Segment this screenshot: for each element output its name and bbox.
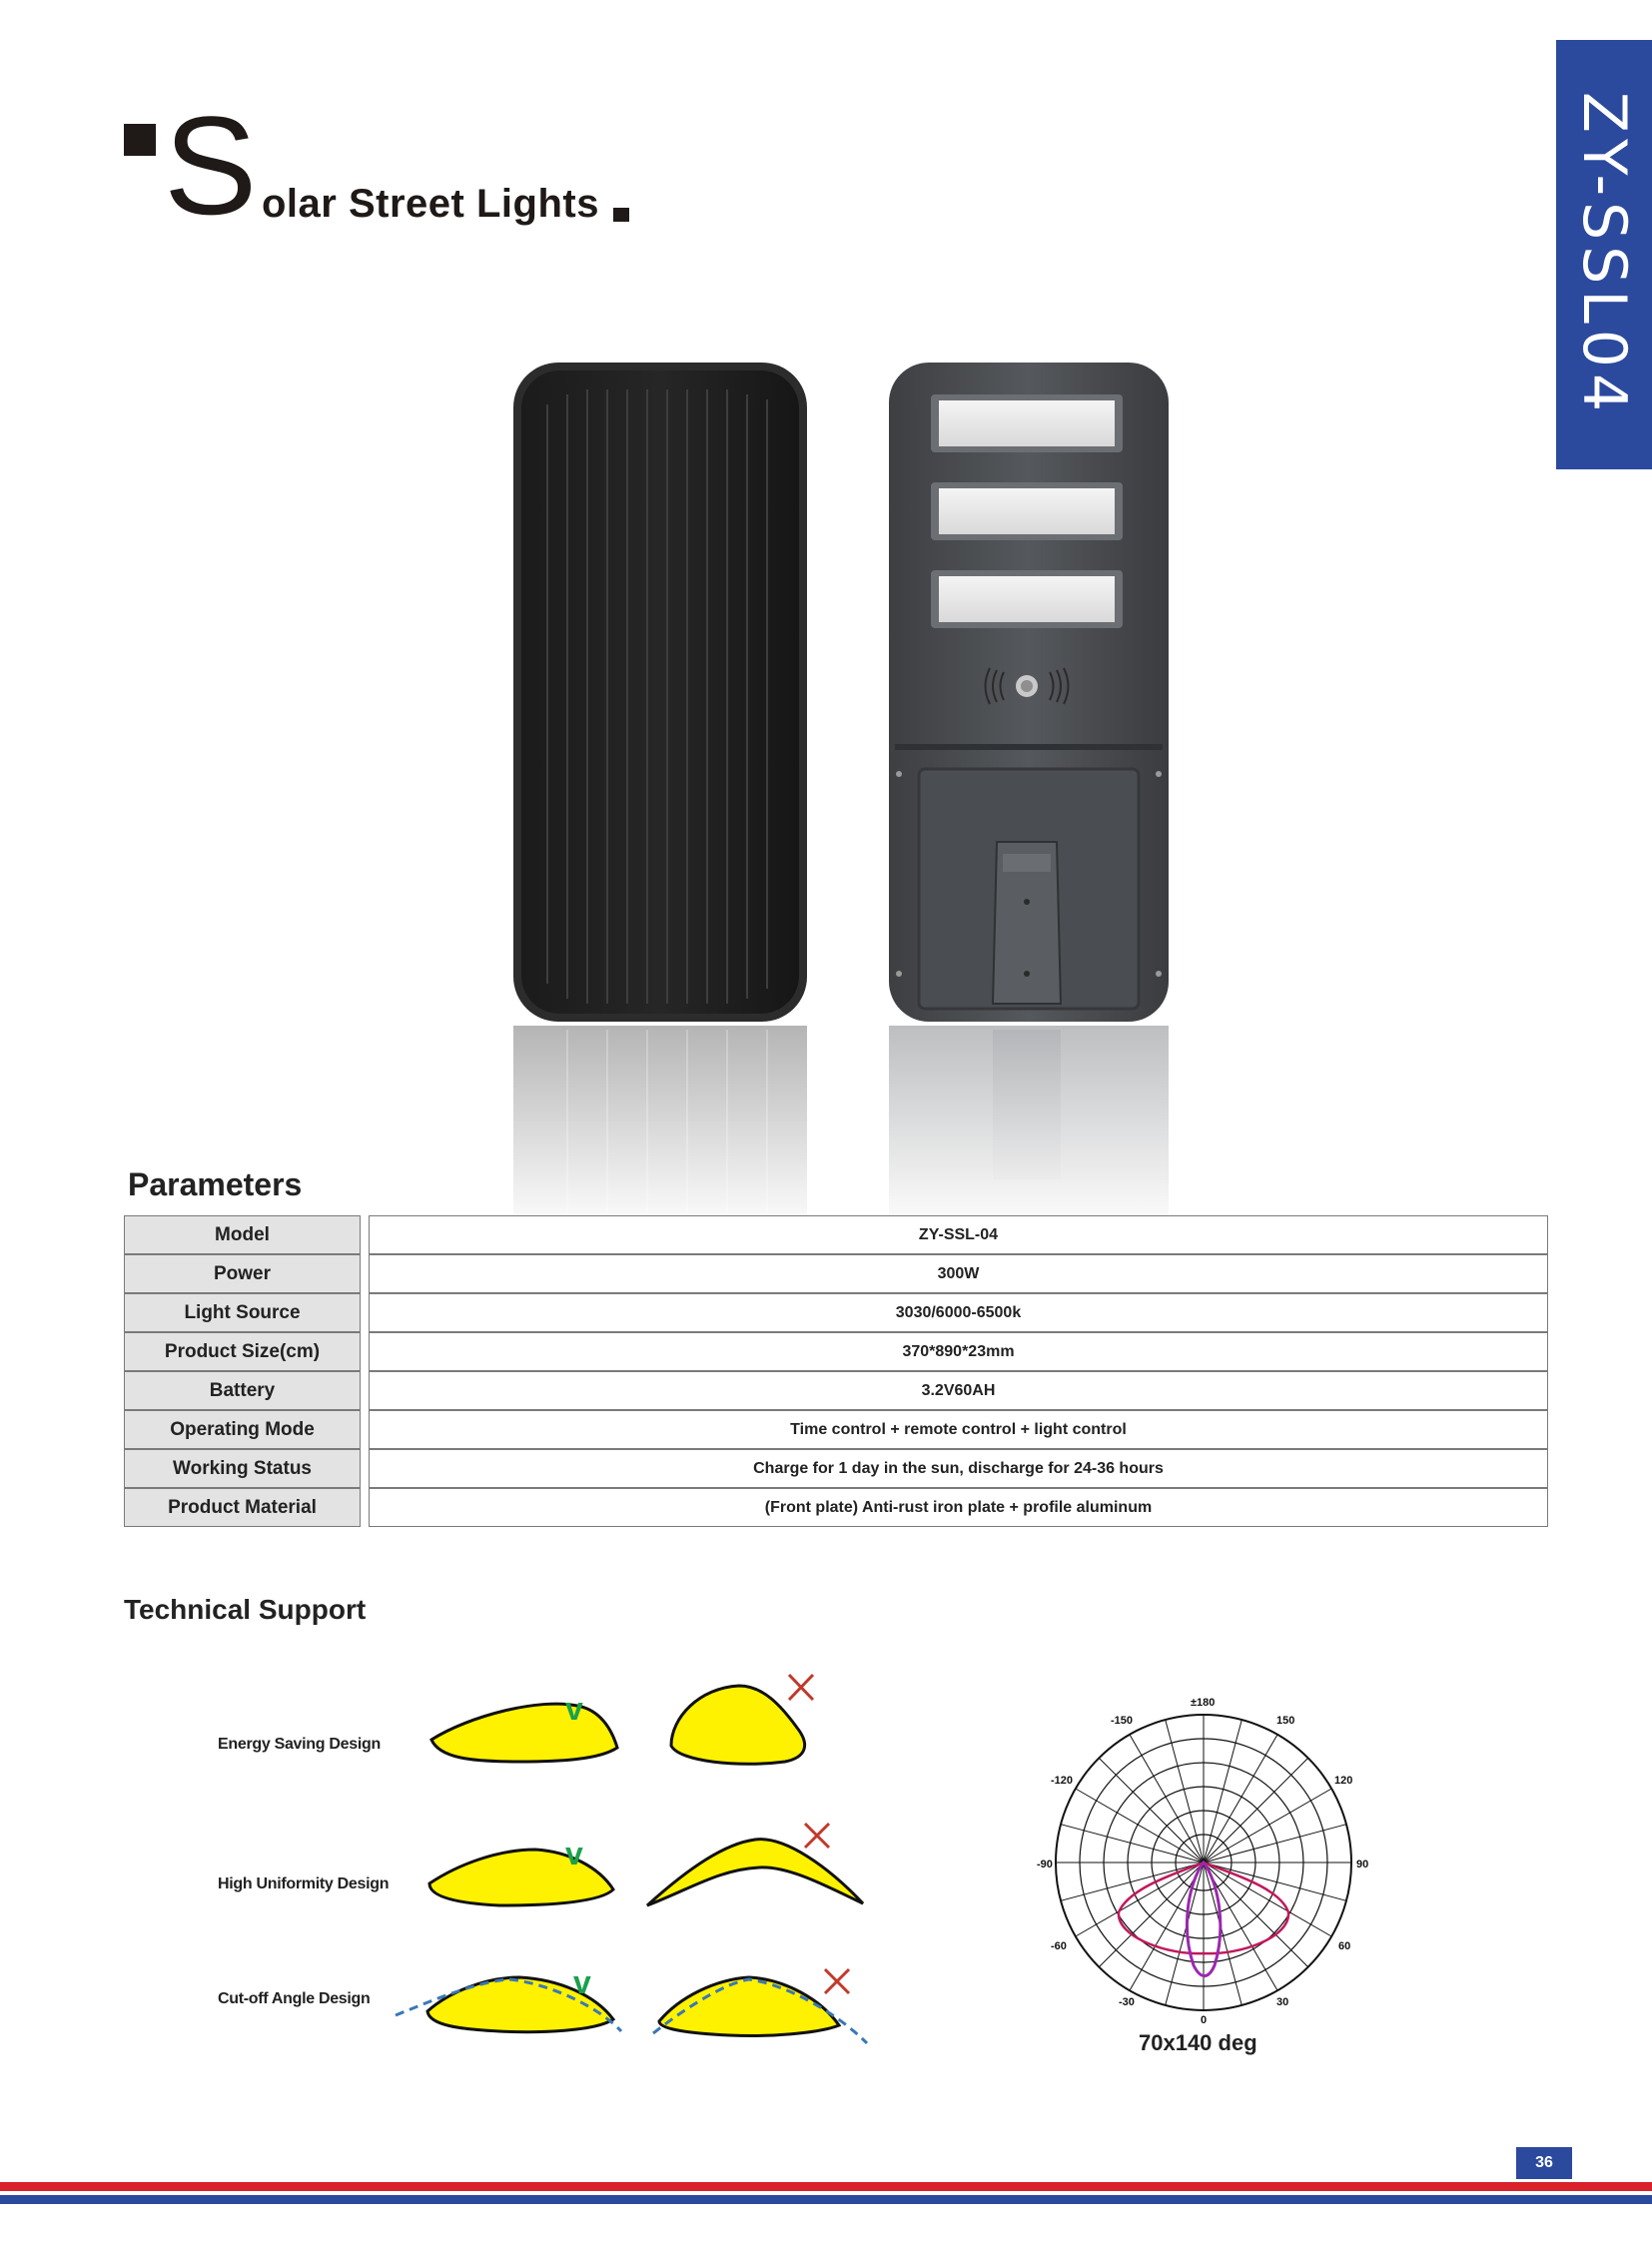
cross-mark-icon [789,1675,813,1700]
polar-label: 0 [1201,2014,1208,2026]
polar-label: 150 [1276,1715,1295,1727]
model-tab-label: ZY-SSL04 [1569,91,1639,418]
polar-spoke [1099,1758,1204,1863]
param-value: 3.2V60AH [369,1371,1548,1410]
polar-spoke [1204,1735,1277,1863]
param-label: Product Size(cm) [124,1332,361,1371]
param-label: Model [124,1215,361,1254]
footer-stripe-blue [0,2195,1652,2204]
param-value: ZY-SSL-04 [369,1215,1548,1254]
polar-label: 90 [1356,1859,1369,1870]
polar-spoke [1204,1825,1346,1863]
page-title: olar Street Lights [262,182,599,226]
polar-spoke [1166,1720,1204,1863]
beam-shape-bad [647,1840,863,1905]
polar-spoke [1076,1789,1204,1863]
polar-distribution-chart [1029,1688,1378,2037]
polar-chart-caption: 70x140 deg [1139,2030,1257,2055]
technical-support-title: Technical Support [124,1594,367,1625]
design-label-cut-off-angle: Cut-off Angle Design [218,1990,371,2007]
check-mark-icon: v [565,1691,583,1727]
parameters-title: Parameters [128,1166,303,1202]
footer-stripe-red [0,2182,1652,2191]
model-tab [1556,40,1652,469]
polar-spoke [1061,1825,1204,1863]
polar-spoke [1076,1863,1204,1936]
beam-shape-bad [671,1686,805,1764]
param-value: 300W [369,1254,1548,1293]
param-label: Working Status [124,1449,361,1488]
param-label: Product Material [124,1488,361,1527]
beam-shape-bad [653,1977,867,2043]
param-value: 370*890*23mm [369,1332,1548,1371]
param-value: (Front plate) Anti-rust iron plate + profile aluminum [369,1488,1548,1527]
polar-label: 60 [1338,1940,1351,1952]
check-mark-icon: v [565,1836,583,1871]
polar-spoke [1204,1789,1331,1863]
polar-spoke [1204,1863,1241,2005]
polar-spoke [1204,1758,1308,1863]
cross-mark-icon [805,1824,829,1848]
polar-label: -90 [1037,1859,1053,1870]
param-label: Battery [124,1371,361,1410]
param-label: Power [124,1254,361,1293]
param-value: Charge for 1 day in the sun, discharge for 24-36 hours [369,1449,1548,1488]
cross-mark-icon [825,1969,849,1993]
design-label-energy-saving: Energy Saving Design [218,1736,381,1753]
page-number: 36 [1516,2147,1572,2179]
polar-label: -150 [1111,1715,1134,1727]
polar-label: ±180 [1191,1697,1216,1709]
beam-shape-good [429,1850,613,1905]
polar-spoke [1166,1863,1204,2005]
polar-spoke [1130,1735,1204,1863]
check-mark-icon: v [573,1964,591,2000]
param-value: 3030/6000-6500k [369,1293,1548,1332]
polar-label: -60 [1051,1940,1067,1952]
design-label-high-uniformity: High Uniformity Design [218,1875,390,1892]
polar-label: 120 [1334,1775,1353,1787]
param-label: Operating Mode [124,1410,361,1449]
param-value: Time control + remote control + light control [369,1410,1548,1449]
beam-shape-good [431,1704,617,1762]
header-big-letter: S [164,87,258,244]
polar-label: 30 [1276,1996,1289,2008]
polar-label: -120 [1051,1775,1074,1787]
polar-spoke [1204,1863,1331,1936]
polar-label: -30 [1119,1996,1135,2008]
polar-spoke [1204,1720,1241,1863]
param-label: Light Source [124,1293,361,1332]
